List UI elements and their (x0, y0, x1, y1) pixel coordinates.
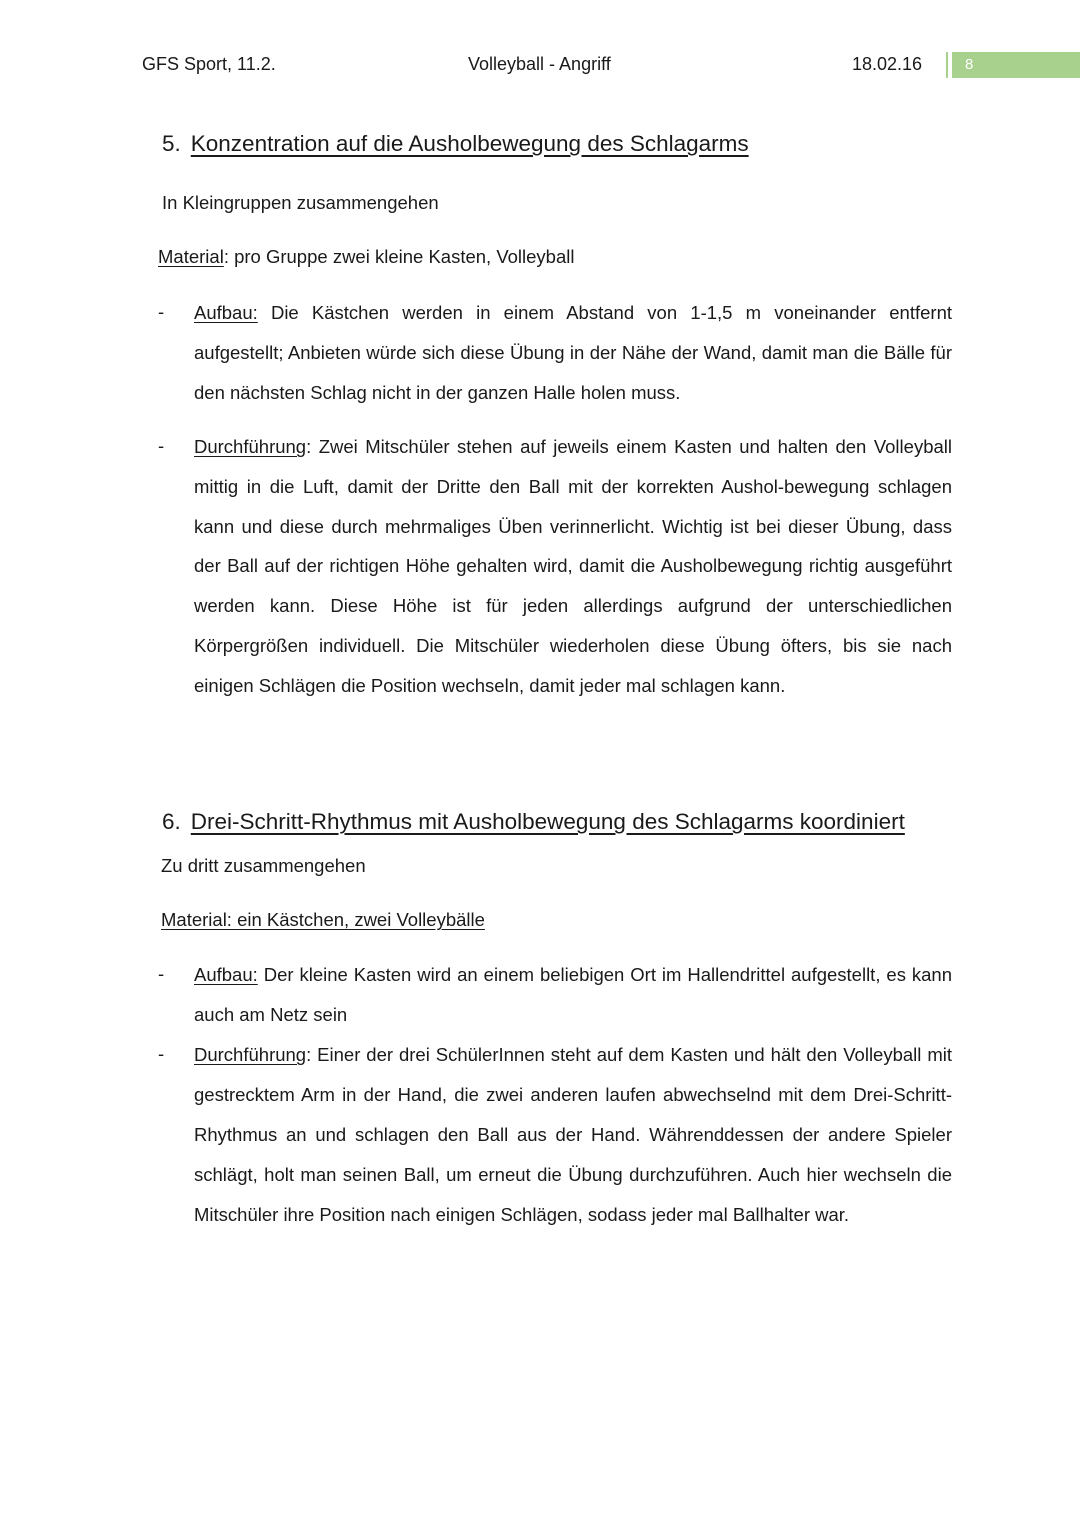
section-6-number: 6. (162, 809, 181, 834)
section-5-durchfuehrung-label: Durchführung (194, 436, 307, 457)
bullet-dash: - (158, 301, 165, 322)
section-6-material (161, 909, 485, 931)
section-5-title: Konzentration auf die Ausholbewegung des Schlagarms (190, 131, 749, 156)
header-course: GFS Sport, 11.2. (142, 54, 276, 74)
section-5-aufbau-label: Aufbau: (194, 302, 258, 323)
section-5-durchfuehrung (194, 427, 952, 706)
section-6-heading (162, 809, 905, 835)
section-5-material-text: : pro Gruppe zwei kleine Kasten, Volleyball (223, 246, 575, 267)
header-topic: Volleyball - Angriff (468, 54, 611, 74)
section-6-title: Drei-Schritt-Rhythmus mit Ausholbewegung des Schlagarms koordiniert (190, 809, 905, 834)
bullet-dash: - (158, 1043, 165, 1064)
page-number-badge: 8 (952, 52, 1080, 78)
page-header (0, 54, 1080, 78)
header-date: 18.02.16 (852, 54, 923, 74)
section-6-aufbau-label: Aufbau: (194, 964, 258, 985)
section-6-durchfuehrung (194, 1035, 952, 1235)
bullet-dash: - (158, 963, 165, 984)
bullet-dash: - (158, 435, 165, 456)
section-5-material-label: Material (158, 246, 224, 267)
section-5-heading (162, 131, 749, 157)
section-6-aufbau (194, 955, 952, 1035)
section-5-aufbau (194, 293, 952, 412)
section-6-intro: Zu dritt zusammengehen (161, 855, 366, 876)
section-6-aufbau-text: Der kleine Kasten wird an einem beliebigen Ort im Hallendrittel aufgestellt, es kann auch am Netz sein (194, 964, 952, 1025)
section-5-aufbau-text: Die Kästchen werden in einem Abstand von 1-1,5 m voneinander entfernt aufgestellt; Anbieten würde sich diese Übung in der Nähe der Wand, damit man die Bälle für den nächsten Schlag nicht in der ganzen Halle holen muss. (194, 302, 952, 403)
section-6-durchfuehrung-text: : Einer der drei SchülerInnen steht auf dem Kasten und hält den Volleyball mit gestrecktem Arm in der Hand, die zwei anderen laufen abwechselnd mit dem Drei-Schritt-Rhythmus an und schlagen den Ball aus der Hand. Währenddessen der andere Spieler schlägt, holt man seinen Ball, um erneut die Übung durchzuführen. Auch hier wechseln die Mitschüler ihre Position nach einigen Schlägen, sodass jeder mal Ballhalter war. (194, 1044, 952, 1225)
section-5-intro: In Kleingruppen zusammengehen (162, 192, 439, 213)
section-5-durchfuehrung-text: : Zwei Mitschüler stehen auf jeweils einem Kasten und halten den Volleyball mittig in die Luft, damit der Dritte den Ball mit der korrekten Aushol-bewegung schlagen kann und diese durch mehrmaliges Üben verinnerlicht. Wichtig ist bei dieser Übung, dass der Ball auf der richtigen Höhe gehalten wird, damit die Ausholbewegung richtig ausgeführt werden kann. Diese Höhe ist für jeden allerdings aufgrund der unterschiedlichen Körpergrößen individuell. Die Mitschüler wiederholen diese Übung öfters, bis sie nach einigen Schlägen die Position wechseln, damit jeder mal schlagen kann. (194, 436, 952, 696)
section-5-material (158, 246, 574, 268)
section-5-number: 5. (162, 131, 181, 156)
section-6-durchfuehrung-label: Durchführung (194, 1044, 307, 1065)
section-6-material-label: Material: ein Kästchen, zwei Volleybälle (161, 909, 485, 930)
